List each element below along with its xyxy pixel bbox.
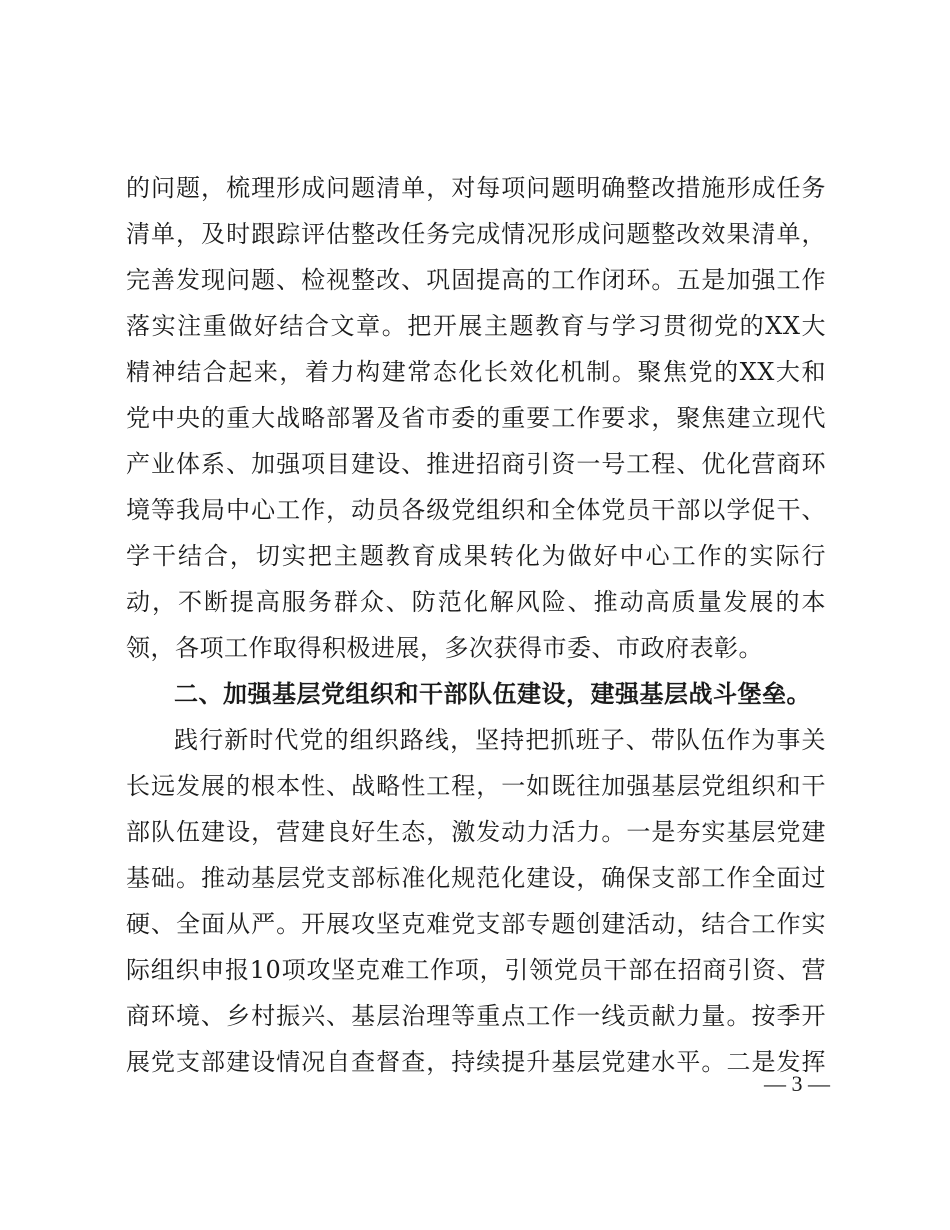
body-text-line: 学干结合，切实把主题教育成果转化为做好中心工作的实际行 — [126, 542, 826, 570]
body-text-line: 完善发现问题、检视整改、巩固提高的工作闭环。五是加强工作 — [126, 266, 826, 294]
body-text-line: 动，不断提高服务群众、防范化解风险、推动高质量发展的本 — [126, 588, 826, 616]
body-text-line: 基础。推动基层党支部标准化规范化建设，确保支部工作全面过 — [126, 864, 826, 892]
body-text-line: 硬、全面从严。开展攻坚克难党支部专题创建活动，结合工作实 — [126, 910, 826, 938]
page-number: — 3 — — [764, 1071, 830, 1096]
body-text-line: 的问题，梳理形成问题清单，对每项问题明确整改措施形成任务 — [126, 174, 826, 202]
body-text-line: 际组织申报10项攻坚克难工作项，引领党员干部在招商引资、营 — [126, 956, 826, 984]
body-text-line: 精神结合起来，着力构建常态化长效化机制。聚焦党的XX大和 — [126, 358, 826, 386]
body-text-line: 产业体系、加强项目建设、推进招商引资一号工程、优化营商环 — [126, 450, 826, 478]
body-text-line: 落实注重做好结合文章。把开展主题教育与学习贯彻党的XX大 — [126, 312, 826, 340]
body-text-line: 境等我局中心工作，动员各级党组织和全体党员干部以学促干、 — [126, 496, 826, 524]
section-heading: 二、加强基层党组织和干部队伍建设，建强基层战斗堡垒。 — [174, 680, 811, 708]
body-text-line: 长远发展的根本性、战略性工程，一如既往加强基层党组织和干 — [126, 772, 826, 800]
body-text-line: 商环境、乡村振兴、基层治理等重点工作一线贡献力量。按季开 — [126, 1002, 826, 1030]
body-text-line: 领，各项工作取得积极进展，多次获得市委、市政府表彰。 — [126, 634, 763, 662]
body-text-line: 部队伍建设，营建良好生态，激发动力活力。一是夯实基层党建 — [126, 818, 826, 846]
body-text-line: 党中央的重大战略部署及省市委的重要工作要求，聚焦建立现代 — [126, 404, 826, 432]
body-text-line: 清单，及时跟踪评估整改任务完成情况形成问题整改效果清单， — [126, 220, 826, 248]
body-text-line: 展党支部建设情况自查督查，持续提升基层党建水平。二是发挥 — [126, 1048, 826, 1076]
body-text-line: 践行新时代党的组织路线，坚持把抓班子、带队伍作为事关 — [174, 726, 826, 754]
